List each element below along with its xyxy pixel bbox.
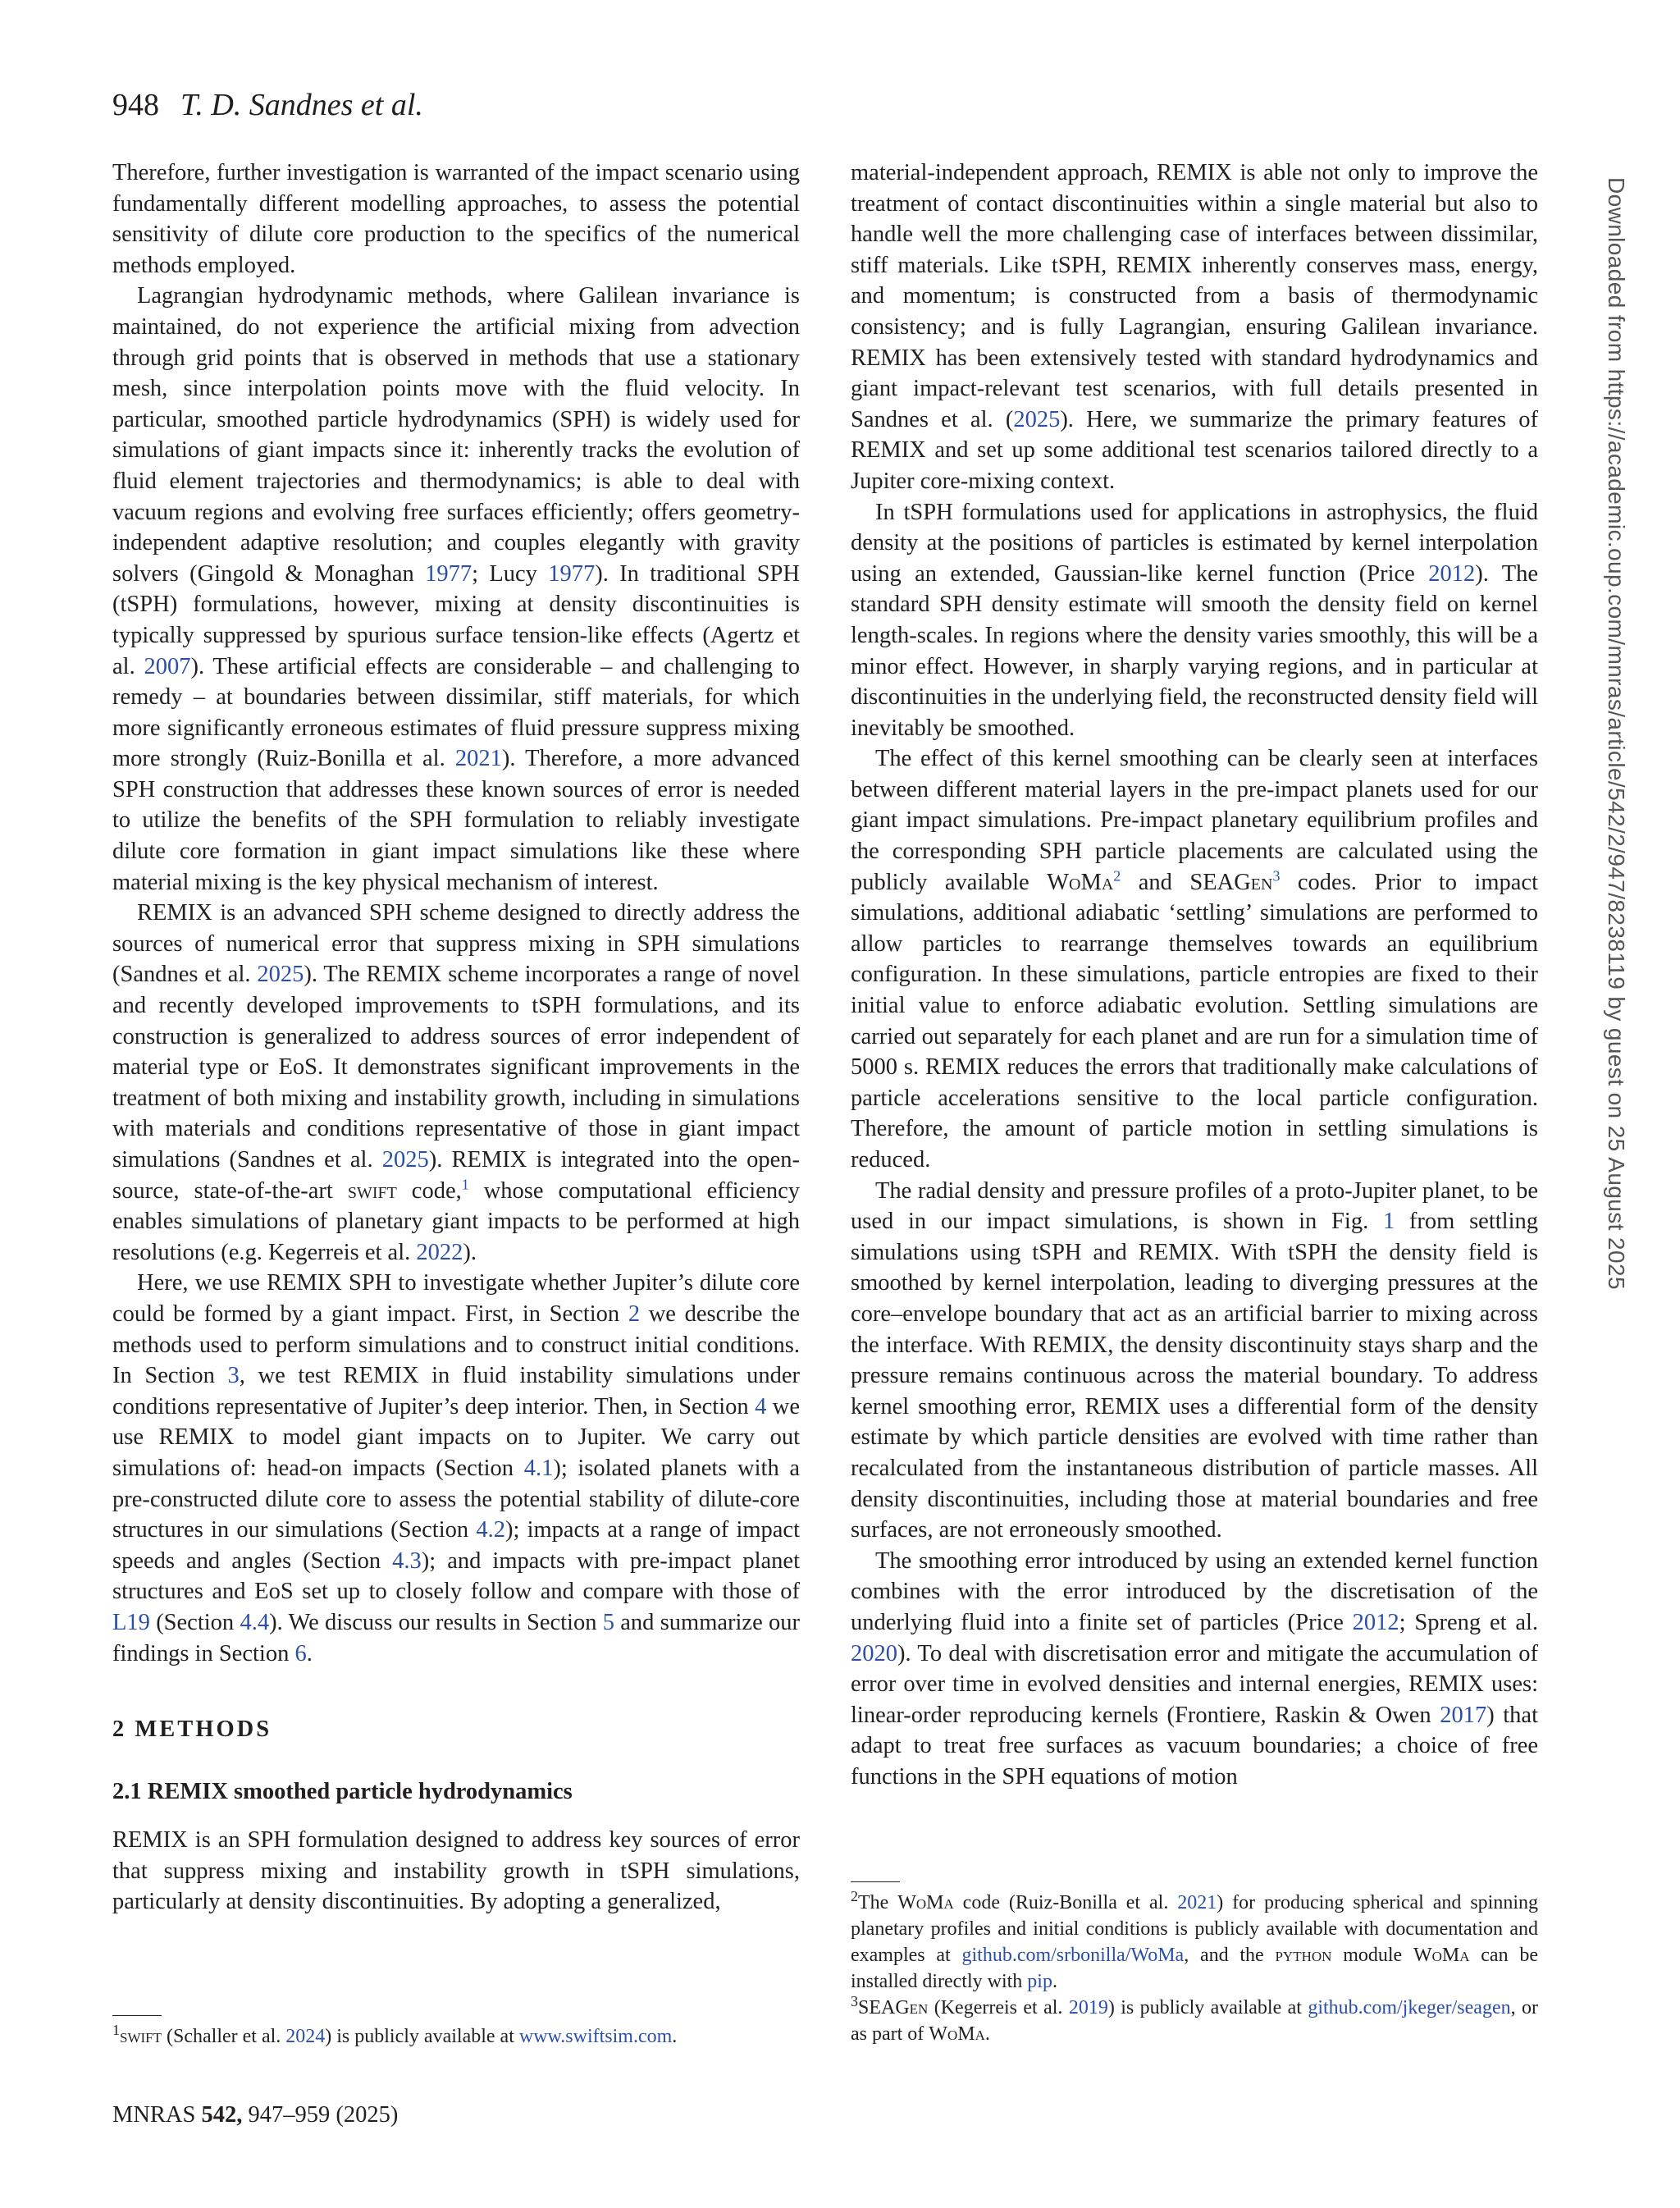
left-paragraph-4 <box>112 1268 800 1669</box>
footnotes-left <box>112 2023 800 2050</box>
text-span: material-independent approach, REMIX is able not only to improve the treatment of contact discontinuities within a single material but also to handle well the more challenging case of interfaces between dissimilar, stiff materials. Like tSPH, REMIX inherently conserves mass, energy, and momentum; is constructed from a basis of thermodynamic consistency; and is fully Lagrangian, ensuring Galilean invariance. REMIX has been extensively tested with standard hydrodynamics and giant impact-relevant test scenarios, with full details presented in Sandnes et al. ( <box>851 160 1538 432</box>
text-span: ). In traditional SPH (tSPH) formulations, however, mixing at density discontinuities is typically suppressed by spurious surface tension-like effects (Agertz et al. <box>112 560 800 679</box>
text-span: ). <box>463 1239 477 1265</box>
section-link[interactable]: 4.4 <box>240 1609 270 1635</box>
section-link[interactable]: 4 <box>755 1393 767 1419</box>
running-header <box>112 82 423 128</box>
text-span: . <box>672 2026 678 2047</box>
text-span: The effect of this kernel smoothing can be clearly seen at interfaces between different material layers in the pre-impact planets used for our giant impact simulations. Pre-impact planetary equilibrium profiles and the corresponding SPH particle placements are calculated using the publicly available <box>851 746 1538 895</box>
footnote-divider <box>112 2015 162 2016</box>
text-span: ). The standard SPH density estimate will smooth the density field on kernel length-scales. In regions where the density varies smoothly, this will be a minor effect. However, in sharply varying regions, and in particular at discontinuities in the underlying field, the reconstructed density field will inevitably be smoothed. <box>851 560 1539 741</box>
software-name: WoMa <box>897 1892 954 1913</box>
text-span: ; Lucy <box>472 560 549 587</box>
left-column <box>112 158 800 1918</box>
volume-number: 542, <box>201 2102 243 2128</box>
text-span: ). These artificial effects are considerable – and challenging to remedy – at boundaries between dissimilar, stiff materials, for which more significantly erroneous estimates of fluid pressure suppress mixing more strongly (Ruiz-Bonilla et al. <box>112 653 800 772</box>
footnote-2 <box>851 1890 1538 1995</box>
download-watermark <box>1604 177 1646 1638</box>
text-span: we use REMIX to model giant impacts on to Jupiter. We carry out simulations of: head-on impacts (Section <box>112 1393 800 1481</box>
url-link[interactable]: github.com/jkeger/seagen <box>1308 1997 1511 2018</box>
section-link[interactable]: 5 <box>602 1609 614 1635</box>
text-span: In tSPH formulations used for applications in astrophysics, the fluid density at the positions of particles is estimated by kernel interpolation using an extended, Gaussian-like kernel function (Price <box>851 499 1538 587</box>
citation-link[interactable]: 2017 <box>1440 1702 1487 1728</box>
text-span: Lagrangian hydrodynamic methods, where Galilean invariance is maintained, do not experience the artificial mixing from advection through grid points that is observed in methods that use a stationary mesh, since interpolation points move with the fluid velocity. In particular, smoothed particle hydrodynamics (SPH) is widely used for simulations of giant impacts since it: inherently tracks the evolution of fluid element trajectories and thermodynamics; is able to deal with vacuum regions and evolving free surfaces efficiently; offers geometry-independent adaptive resolution; and couples elegantly with gravity solvers (Gingold & Monaghan <box>112 283 800 587</box>
text-span: codes. Prior to impact simulations, additional adiabatic ‘settling’ simulations are performed to allow particles to rearrange themselves towards an equilibrium configuration. In these simulations, particle entropies are fixed to their initial value to enforce adiabatic evolution. Settling simulations are carried out separately for each planet and are run for a simulation time of 5000 s. REMIX reduces the errors that traditionally make calculations of particle accelerations sensitive to the local particle configuration. Therefore, the amount of particle motion in settling simulations is reduced. <box>851 869 1538 1173</box>
text-span: (Kegerreis et al. <box>928 1997 1069 2018</box>
text-span: whose computational efficiency enables simulations of planetary giant impacts to be performed at high resolutions (e.g. Kegerreis et al. <box>112 1177 800 1265</box>
citation-link[interactable]: 2022 <box>416 1239 463 1265</box>
footnote-marker[interactable]: 2 <box>1113 867 1121 885</box>
footnote-number: 1 <box>112 2022 120 2038</box>
text-span: ). Here, we summarize the primary features of REMIX and set up some additional test scenarios tailored directly to a Jupiter core-mixing context. <box>851 406 1538 494</box>
text-span: REMIX is an advanced SPH scheme designed to directly address the sources of numerical error that suppress mixing in SPH simulations (Sandnes et al. <box>112 900 800 988</box>
text-span: ; Spreng et al. <box>1399 1609 1539 1635</box>
text-span: from settling simulations using tSPH and REMIX. With tSPH the density field is smoothed by kernel interpolation, leading to diverging pressures at the core–envelope boundary that act as an artificial barrier to mixing across the interface. With REMIX, the density discontinuity stays sharp and the pressure remains continuous across the material boundary. To address kernel smoothing error, REMIX uses a differential form of the density estimate by which particle densities are evolved with time rather than recalculated from the instantaneous distribution of particle masses. All density discontinuities, including those at material boundaries and free surfaces, are not erroneously smoothed. <box>851 1209 1538 1543</box>
section-link[interactable]: 3 <box>227 1363 240 1389</box>
section-link[interactable]: 2 <box>628 1301 641 1327</box>
page-footer <box>112 2099 398 2132</box>
citation-link[interactable]: 2024 <box>285 2026 326 2047</box>
left-paragraph-5: REMIX is an SPH formulation designed to address key sources of error that suppress mixing and instability growth in tSPH simulations, particularly at density discontinuities. By adopting a generalized, <box>112 1827 800 1915</box>
software-name: SEAGen <box>1189 869 1273 895</box>
footnote-3 <box>851 1995 1538 2047</box>
text-span: module <box>1331 1945 1413 1966</box>
citation-link[interactable]: L19 <box>112 1609 150 1635</box>
citation-link[interactable]: 2007 <box>144 653 191 679</box>
text-span: ). The REMIX scheme incorporates a range of novel and recently developed improvements to tSPH formulations, and its construction is generalized to address sources of error independent of material type or EoS. It demonstrates significant improvements in the treatment of both mixing and instability growth, including in simulations with materials and conditions representative of those in giant impact simulations (Sandnes et al. <box>112 962 800 1173</box>
text-span: ); and impacts with pre-impact planet structures and EoS set up to closely follow and compare with those of <box>112 1547 800 1605</box>
software-name: SEAGen <box>858 1997 929 2018</box>
section-link[interactable]: 4.1 <box>523 1455 554 1481</box>
url-link[interactable]: github.com/srbonilla/WoMa <box>961 1945 1185 1966</box>
text-span: The radial density and pressure profiles of a proto-Jupiter planet, to be used in our impact simulations, is shown in Fig. <box>851 1177 1538 1235</box>
text-span: . <box>306 1640 313 1666</box>
text-span: ); isolated planets with a pre-constructed dilute core to assess the potential stability of dilute-core structures in our simulations (Section <box>112 1455 800 1543</box>
watermark-text: Downloaded from https://academic.oup.com/mnras/article/542/2/947/8238119 by guest on 25 August 2025 <box>1604 177 1629 1290</box>
text-span: we describe the methods used to perform simulations and to construct initial conditions. In Section <box>112 1301 800 1389</box>
text-span: The <box>858 1892 898 1913</box>
software-name: WoMa <box>1047 869 1114 895</box>
text-span: and summarize our findings in Section <box>112 1609 800 1666</box>
footnote-marker[interactable]: 3 <box>1272 867 1281 885</box>
text-span: ) for producing spherical and spinning planetary profiles and initial conditions is publicly available with documentation and examples at <box>851 1892 1538 1966</box>
citation-link[interactable]: 2020 <box>851 1640 897 1666</box>
software-name: WoMa <box>1413 1945 1470 1966</box>
right-paragraph-3 <box>851 743 1538 1175</box>
text-span: ) is publicly available at <box>325 2026 519 2047</box>
citation-link[interactable]: 1977 <box>548 560 596 587</box>
text-span: . <box>1052 1971 1057 1992</box>
right-paragraph-5 <box>851 1546 1538 1793</box>
journal-name: MNRAS <box>112 2102 202 2128</box>
citation-link[interactable]: 2012 <box>1352 1609 1399 1635</box>
left-paragraph-3 <box>112 898 800 1268</box>
section-link[interactable]: 6 <box>294 1640 307 1666</box>
footnote-number: 2 <box>851 1888 858 1904</box>
software-name: python <box>1275 1945 1332 1966</box>
left-paragraph-1: Therefore, further investigation is warranted of the impact scenario using fundamentally different modelling approaches, to assess the potential sensitivity of dilute core production to the specifics of the numerical methods employed. <box>112 160 800 278</box>
section-link[interactable]: 4.2 <box>476 1517 505 1543</box>
software-name: swift <box>120 2026 162 2047</box>
right-paragraph-2 <box>851 497 1538 744</box>
citation-link[interactable]: 2021 <box>1177 1892 1217 1913</box>
figure-link[interactable]: 1 <box>1382 1209 1395 1235</box>
text-span: and <box>1121 869 1190 895</box>
citation-link[interactable]: 2025 <box>257 962 304 988</box>
text-span: , we test REMIX in fluid instability simulations under conditions representative of Jupiter’s deep interior. Then, in Section <box>112 1363 800 1419</box>
text-span: , or as part of <box>851 1997 1538 2045</box>
text-span: (Section <box>149 1609 240 1635</box>
software-name: swift <box>347 1177 397 1204</box>
text-span: ). Therefore, a more advanced SPH construction that addresses these known sources of error is needed to utilize the benefits of the SPH formulation to reliably investigate dilute core formation in giant impact simulations like these where material mixing is the key physical mechanism of interest. <box>112 746 800 895</box>
section-heading: 2 METHODS <box>112 1717 272 1743</box>
running-authors: T. D. Sandnes et al. <box>180 88 423 122</box>
text-span: ); impacts at a range of impact speeds and angles (Section <box>112 1517 801 1574</box>
footnote-marker[interactable]: 1 <box>461 1176 469 1193</box>
text-span: Here, we use REMIX SPH to investigate whether Jupiter’s dilute core could be formed by a giant impact. First, in Section <box>112 1270 800 1327</box>
text-span: , and the <box>1184 1945 1276 1966</box>
text-span: code (Ruiz-Bonilla et al. <box>953 1892 1178 1913</box>
subsection-heading: 2.1 REMIX smoothed particle hydrodynamics <box>112 1778 573 1804</box>
text-span: can be installed directly with <box>851 1945 1538 1992</box>
text-span: ). REMIX is integrated into the open-source, state-of-the-art <box>112 1147 800 1204</box>
software-name: WoMa <box>929 2023 985 2045</box>
citation-link[interactable]: 2021 <box>454 746 502 772</box>
text-span: ) is publicly available at <box>1107 1997 1308 2018</box>
citation-link[interactable]: 2025 <box>1013 406 1061 432</box>
text-span: . <box>984 2023 990 2045</box>
url-link[interactable]: www.swiftsim.com <box>518 2026 673 2047</box>
url-link[interactable]: pip <box>1027 1971 1052 1992</box>
page-range: 947–959 (2025) <box>242 2102 399 2128</box>
right-paragraph-1 <box>851 158 1538 497</box>
left-paragraph-2 <box>112 281 800 898</box>
footnote-number: 3 <box>851 1993 858 2009</box>
text-span: code, <box>396 1177 462 1204</box>
footnotes-right <box>851 1890 1538 2047</box>
page-number: 948 <box>112 88 159 122</box>
right-paragraph-4 <box>851 1176 1538 1546</box>
text-span: (Schaller et al. <box>162 2026 286 2047</box>
footnote-1 <box>112 2023 800 2050</box>
footnote-divider <box>851 1881 900 1882</box>
citation-link[interactable]: 2025 <box>381 1147 429 1173</box>
section-link[interactable]: 4.3 <box>392 1547 422 1574</box>
citation-link[interactable]: 2012 <box>1428 560 1476 587</box>
text-span: ). To deal with discretisation error and mitigate the accumulation of error over time in evolved densities and internal energies, REMIX uses: linear-order reproducing kernels (Frontiere, Raskin & Owen <box>851 1640 1538 1728</box>
text-span: The smoothing error introduced by using an extended kernel function combines with the error introduced by the discretisation of the underlying fluid into a finite set of particles (Price <box>851 1547 1538 1635</box>
citation-link[interactable]: 2019 <box>1068 1997 1108 2018</box>
right-column <box>851 158 1538 1792</box>
citation-link[interactable]: 1977 <box>425 560 472 587</box>
text-span: ) that adapt to treat free surfaces as vacuum boundaries; a choice of free functions in the SPH equations of motion <box>851 1702 1538 1790</box>
text-span: ). We discuss our results in Section <box>269 1609 603 1635</box>
